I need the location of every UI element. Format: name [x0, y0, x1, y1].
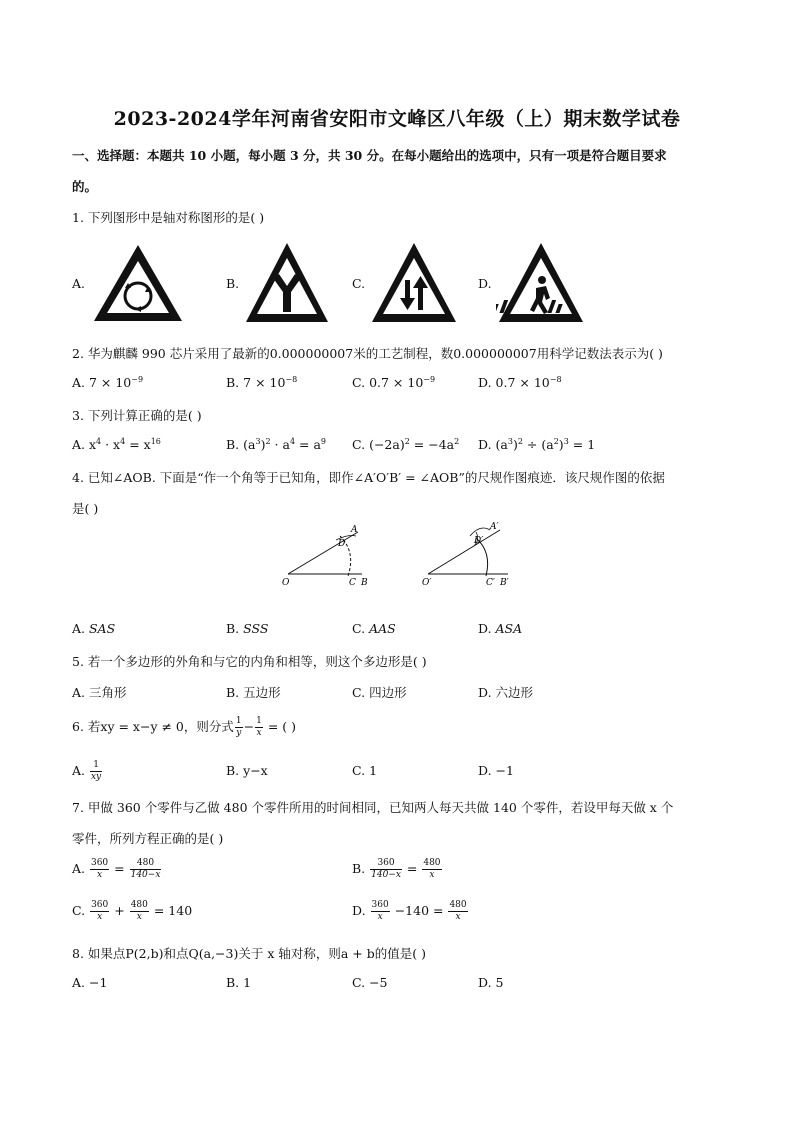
- q4-stem-line1: 4. 已知∠AOB. 下面是“作一个角等于已知角，即作∠A′O′B′ = ∠AOB”的尺规作图痕迹．该尺规作图的依据: [72, 470, 665, 485]
- exam-title: 2023-2024学年河南省安阳市文峰区八年级（上）期末数学试卷: [113, 108, 681, 130]
- q5-option-a: A. 三角形: [72, 685, 127, 700]
- q7-option-b: B. $\frac{360}{140-x}$ = $\frac{480}{x}$: [352, 858, 441, 880]
- roundabout-sign-icon: [91, 242, 185, 324]
- q6-option-c: C. 1: [352, 763, 378, 778]
- section-heading-line1: 一、选择题：本题共 10 小题，每小题 3 分，共 30 分。在每小题给出的选项中，只有一项是符合题目要求: [72, 148, 667, 163]
- q1-option-c-label: C.: [352, 276, 366, 291]
- fig1-label-c: C: [349, 578, 356, 588]
- fig1-label-b: B: [361, 578, 368, 588]
- section-heading-line2: 的。: [72, 179, 98, 194]
- q7-option-c: C. $\frac{360}{x}$ + $\frac{480}{x}$ = 140: [72, 900, 193, 922]
- fig2-label-b: B′: [500, 578, 509, 588]
- q7-stem-line2: 零件，所列方程正确的是( ): [72, 831, 224, 846]
- q1-option-d-label: D.: [478, 276, 492, 291]
- q6-option-b: B. y−x: [226, 763, 268, 778]
- q4-stem-line2: 是( ): [72, 501, 99, 516]
- q4-option-d: D. ASA: [478, 621, 523, 636]
- fig1-label-a: A: [351, 525, 358, 535]
- fig1-label-o: O: [282, 578, 290, 588]
- q7-option-a: A. $\frac{360}{x}$ = $\frac{480}{140-x}$: [72, 858, 161, 880]
- q4-option-b: B. SSS: [226, 621, 269, 636]
- q1-stem: 1. 下列图形中是轴对称图形的是( ): [72, 210, 265, 225]
- y-junction-sign-icon: [243, 240, 331, 326]
- q3-stem: 3. 下列计算正确的是( ): [72, 408, 202, 423]
- q7-option-d: D. $\frac{360}{x}$ −140 = $\frac{480}{x}$: [352, 900, 467, 922]
- q6-option-a: A. $\frac{1}{xy}$: [72, 760, 102, 782]
- q8-option-c: C. −5: [352, 975, 388, 990]
- q8-stem: 8. 如果点P(2,b)和点Q(a,−3)关于 x 轴对称，则a + b的值是( ): [72, 946, 426, 961]
- q6-fraction-1-over-y: $\frac{1}{y}$: [235, 716, 242, 738]
- q5-option-b: B. 五边形: [226, 685, 281, 700]
- q6-stem: 6. 若xy = x−y ≠ 0，则分式 $\frac{1}{y}$ − $\frac{1}{x}$ = ( ): [72, 716, 296, 738]
- q8-option-a: A. −1: [72, 975, 108, 990]
- q4-option-c: C. AAS: [352, 621, 396, 636]
- fig2-label-a: A′: [490, 522, 499, 532]
- q8-option-b: B. 1: [226, 975, 252, 990]
- pedestrian-crossing-sign-icon: [496, 240, 586, 326]
- q7-stem-line1: 7. 甲做 360 个零件与乙做 480 个零件所用的时间相同，已知两人每天共做 140 个零件，若设甲每天做 x 个: [72, 800, 674, 815]
- fig2-label-c: C′: [486, 578, 495, 588]
- q8-option-d: D. 5: [478, 975, 504, 990]
- q2-option-d: D. $0.7 \times 10^{-8}$: [478, 375, 562, 390]
- fig2-label-d: D′: [474, 536, 484, 546]
- q6-fraction-1-over-x: $\frac{1}{x}$: [256, 716, 262, 738]
- angle-aob-figure: [278, 522, 378, 588]
- q2-stem: 2. 华为麒麟 990 芯片采用了最新的0.000000007米的工艺制程，数0.000000007用科学记数法表示为( ): [72, 346, 663, 361]
- angle-a-o-b-prime-figure: [418, 518, 518, 588]
- q2-option-b: B. $7 \times 10^{-8}$: [226, 375, 298, 390]
- q6-option-d: D. −1: [478, 763, 514, 778]
- q3-option-d: D. $(a^3)^2 \div (a^2)^3 = 1$: [478, 437, 596, 452]
- q1-option-b-label: B.: [226, 276, 240, 291]
- fig1-label-d: D: [338, 539, 346, 549]
- q3-option-b: B. $(a^3)^2 \cdot a^4 = a^9$: [226, 437, 326, 452]
- q2-option-c: C. $0.7 \times 10^{-9}$: [352, 375, 436, 390]
- two-way-traffic-sign-icon: [369, 240, 459, 326]
- q2-option-a: A. $7 \times 10^{-9}$: [72, 375, 144, 390]
- fig2-label-o: O′: [422, 578, 432, 588]
- q3-option-c: C. $(-2a)^2 = -4a^2$: [352, 437, 460, 452]
- q5-stem: 5. 若一个多边形的外角和与它的内角和相等，则这个多边形是( ): [72, 654, 427, 669]
- q5-option-c: C. 四边形: [352, 685, 407, 700]
- q5-option-d: D. 六边形: [478, 685, 534, 700]
- q4-option-a: A. SAS: [72, 621, 116, 636]
- q1-option-a-label: A.: [72, 276, 86, 291]
- q3-option-a: A. $x^4 \cdot x^4 = x^{16}$: [72, 437, 161, 452]
